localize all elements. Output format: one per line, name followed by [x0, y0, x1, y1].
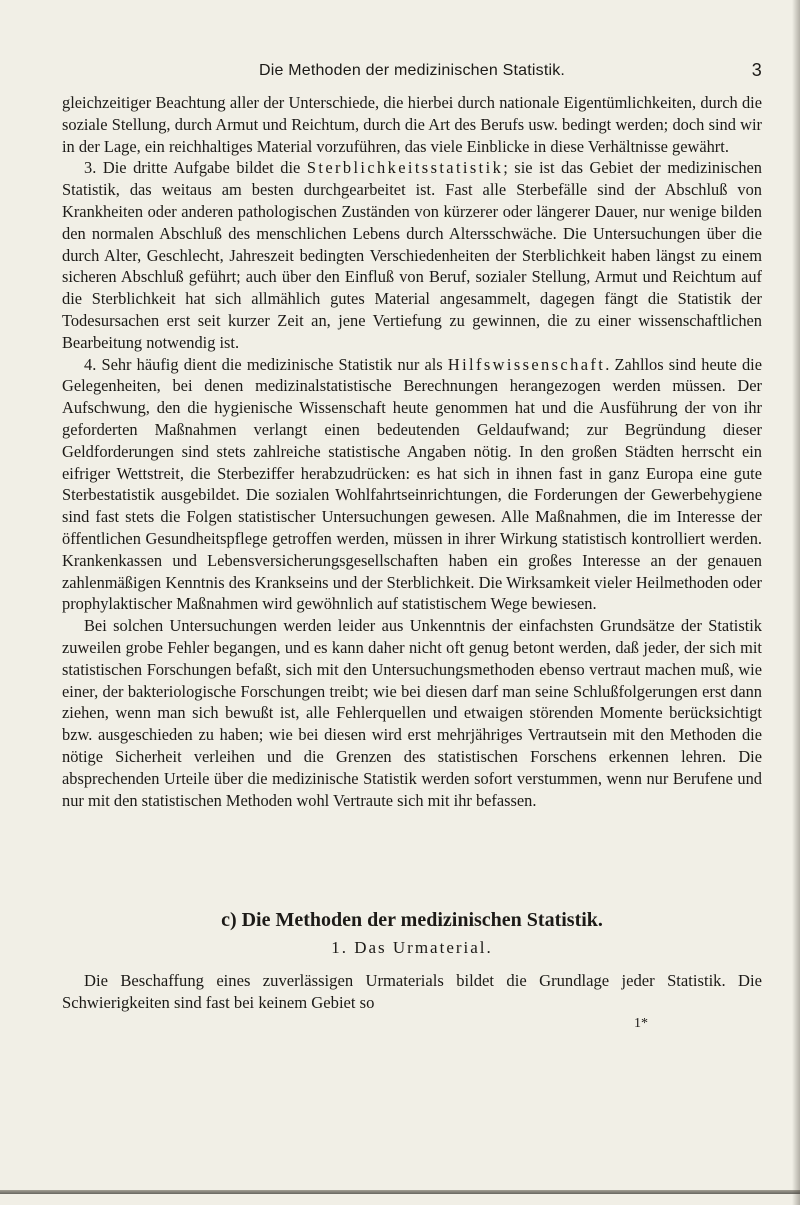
paragraph-text: Bei solchen Untersuchungen werden leider aus Unkenntnis der einfachsten Grundsätze der Statistik zuweilen grobe Fehler begangen, und es kann daher nicht oft genug betont werden, daß jeder, der sich mit statistischen Forschungen befaßt, sich mit den Untersuchungsmethoden ebenso vertraut machen muß, wie einer, der bakteriologische Forschungen treibt; wie bei diesen darf man seine Schlußfolgerungen erst dann ziehen, wenn man sich bewußt ist, alle Fehlerquellen und etwaigen störenden Momente berücksichtigt bzw. ausgeschieden zu haben; wie bei diesen wird erst mehrjähriges Vertrautsein mit den Methoden die nötige Sicherheit verleihen und die Grenzen des statistischen Forschens erkennen lehren. Die absprechenden Urteile über die medizinische Statistik werden sofort verstummen, wenn nur Berufene und nur mit den statistischen Methoden wohl Vertraute sich mit ihr befassen.	[62, 616, 762, 810]
bottom-edge-shadow	[0, 1190, 800, 1194]
paragraph-text: ; sie ist das Gebiet der medizinischen Statistik, das weitaus am besten durchgearbeitet ist. Fast alle Sterbefälle sind der Abschluß von Krankheiten oder anderen pathologischen Zuständen von kürzerer oder längerer Dauer, nur wenige bilden den normalen Abschluß des menschlichen Lebens durch Altersschwäche. Die Untersuchungen über die durch Alter, Geschlecht, Jahreszeit bedingten Verschiedenheiten der Sterblichkeit haben längst zu einem sicheren Abschluß geführt; auch über den Einfluß von Beruf, sozialer Stellung, Armut und Reichtum auf die Sterblichkeit hat sich allmählich gutes Material angesammelt, dagegen fängt die Statistik der Todesursachen erst seit kurzer Zeit an, jene Vertiefung zu gewinnen, die zu einer wissenschaftlichen Bearbeitung notwendig ist.	[62, 158, 762, 352]
running-head	[62, 62, 762, 84]
paragraph-text: . Zahllos sind heute die Gelegenheiten, bei denen medizinalstatistische Berechnungen herangezogen werden müssen. Der Aufschwung, den die hygienische Wissenschaft heute genommen hat und die Ausführung der von ihr geforderten Maßnahmen verlangt einen bedeutenden Geldaufwand; zur Begründung dieser Geldforderungen sind stets zahlreiche statistische Angaben nötig. In den großen Städten herrscht ein eifriger Wettstreit, die Sterbeziffer herabzudrücken: es hat sich in ihnen fast in ganz Europa eine gute Sterbestatistik ausgebildet. Die sozialen Wohlfahrtseinrichtungen, die Forderungen der Gewerbehygiene sind fast stets die Folgen statistischer Untersuchungen gewesen. Alle Maßnahmen, die im Interesse der öffentlichen Gesundheitspflege getroffen werden, müssen in ihrer Wirkung statistisch kontrolliert werden. Krankenkassen und Lebensversicherungsgesellschaften haben ein großes Interesse an der genauen zahlenmäßigen Kenntnis des Krankseins und der Sterblichkeit. Die Wirksamkeit vieler Heilmethoden oder prophylaktischer Maßnahmen wird gewöhnlich auf statistischem Wege bewiesen.	[62, 354, 762, 614]
paragraph-text: gleichzeitiger Beachtung aller der Unterschiede, die hierbei durch nationale Eigentümlichkeiten, durch die soziale Stellung, durch Armut und Reichtum, durch die Art des Berufs usw. bedingt werden; doch sind wir in der Lage, ein reichhaltiges Material vorzuführen, das viele Einblicke in diese Verhältnisse gewährt.	[62, 93, 762, 156]
paragraph-auxiliary-science	[62, 354, 762, 616]
section-paragraph: Die Beschaffung eines zuverlässigen Urmaterials bildet die Grundlage jeder Statistik. Die Schwierigkeiten sind fast bei keinem Gebiet so	[62, 971, 762, 1012]
emphasis-term: Sterblichkeitsstatistik	[306, 158, 504, 178]
paragraph-errors	[62, 615, 762, 811]
paragraph-continuation	[62, 92, 762, 157]
signature-mark: 1*	[634, 1016, 648, 1031]
right-edge-shadow	[792, 0, 800, 1205]
paragraph-mortality-statistics	[62, 157, 762, 353]
running-title: Die Methoden der medizinischen Statistik.	[258, 62, 566, 79]
paragraph-text: 3. Die dritte Aufgabe bildet die	[84, 158, 307, 178]
paragraph-text: 4. Sehr häufig dient die medizinische Statistik nur als	[84, 354, 448, 374]
section-heading: c) Die Methoden der medizinischen Statistik.	[221, 909, 603, 931]
emphasis-term: Hilfswissenschaft	[447, 354, 606, 374]
body-text	[62, 92, 762, 811]
section-body	[62, 970, 762, 1014]
section-subheading: 1. Das Urmaterial.	[331, 938, 493, 957]
page-number: 3	[751, 60, 762, 80]
